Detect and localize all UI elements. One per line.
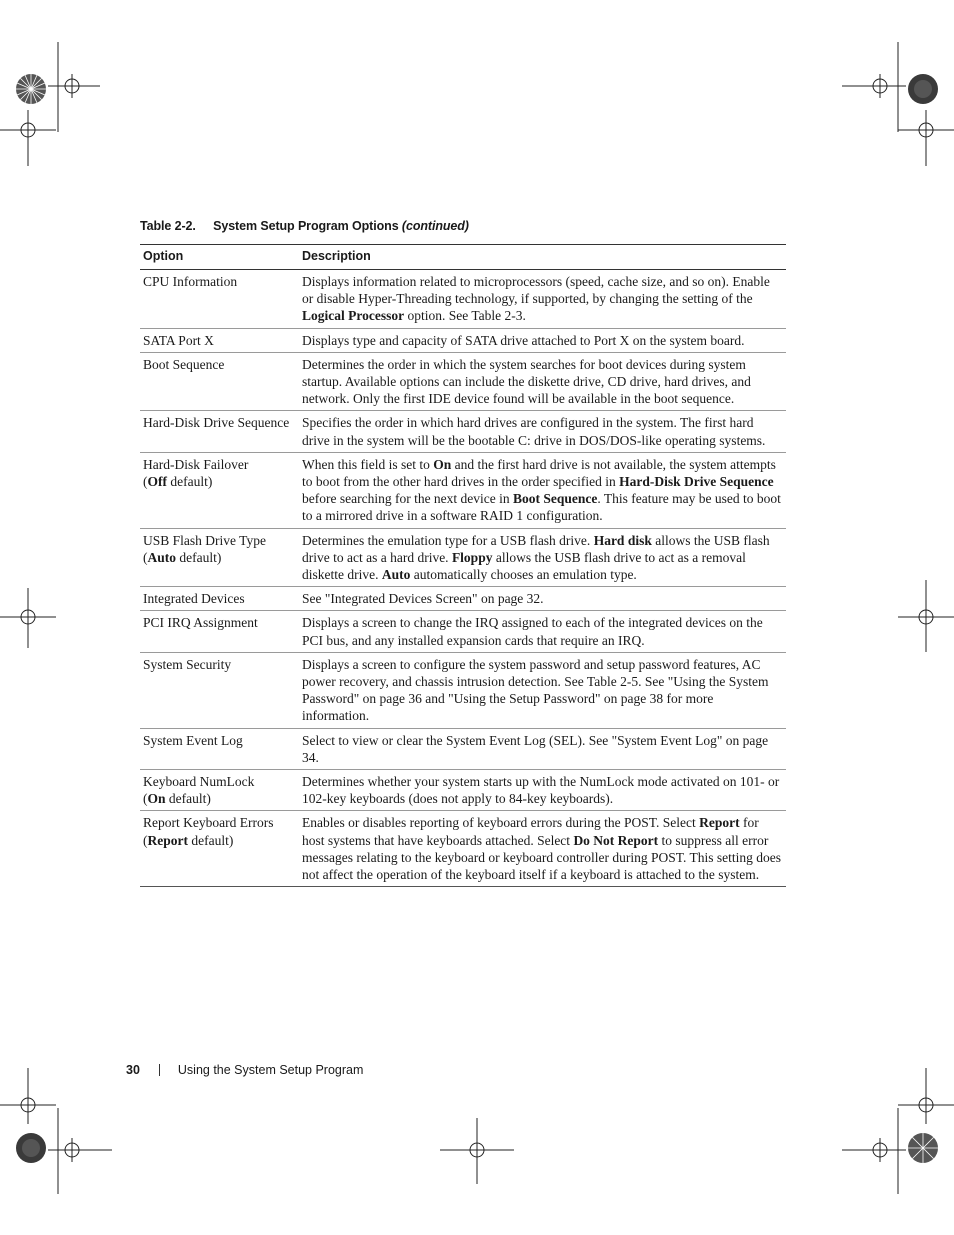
description-text: to suppress all error messages relating to the keyboard or keyboard controller during POST. This setting does not affect the operation of the keyboard itself if a keyboard is attached to the system.: [302, 832, 782, 883]
option-cell: [140, 328, 299, 352]
option-cell: [140, 411, 299, 452]
description-cell: [299, 328, 786, 352]
description-text: for host systems that have keyboards attached. Select: [302, 815, 759, 848]
description-text: Determines whether your system starts up with the NumLock mode activated on 101- or 102-key keyboards (does not apply to 84-key keyboards).: [302, 774, 780, 807]
table-row: [140, 652, 786, 728]
column-header-description: Description: [299, 245, 786, 270]
table-row: [140, 811, 786, 887]
option-name: Integrated Devices: [143, 591, 245, 607]
description-setting-term: Hard-Disk Drive Sequence: [619, 474, 774, 490]
description-text: Displays a screen to change the IRQ assigned to each of the integrated devices on the PCI bus, and any installed expansion cards that require an IRQ.: [302, 615, 763, 648]
option-default-suffix: default): [167, 474, 213, 490]
option-default-value: Auto: [147, 549, 177, 565]
description-cell: [299, 611, 786, 652]
table-row: [140, 728, 786, 769]
table-header-row: [140, 245, 786, 270]
description-text: Determines the emulation type for a USB flash drive.: [302, 532, 594, 548]
description-cell: [299, 452, 786, 528]
description-text: before searching for the next device in: [302, 491, 514, 507]
description-cell: [299, 728, 786, 769]
option-cell: [140, 811, 299, 887]
table-row: [140, 528, 786, 587]
option-cell: [140, 452, 299, 528]
table-row: [140, 352, 786, 411]
description-setting-term: Do Not Report: [573, 832, 659, 848]
description-setting-term: Auto: [381, 567, 411, 583]
registration-target-bottom-left: [14, 1131, 48, 1165]
option-default-suffix: default): [188, 832, 234, 848]
system-setup-options-table: [140, 244, 786, 887]
option-name: CPU Information: [143, 274, 238, 289]
description-setting-term: Floppy: [451, 549, 493, 565]
description-cell: [299, 528, 786, 587]
option-default-suffix: default): [165, 791, 211, 807]
crosshair-mark: [898, 110, 954, 166]
table-row: [140, 770, 786, 811]
options-table-section: [140, 219, 786, 887]
option-default-value: Report: [147, 832, 188, 848]
option-cell: [140, 587, 299, 611]
table-row: [140, 452, 786, 528]
description-cell: [299, 811, 786, 887]
table-row: [140, 587, 786, 611]
option-name: USB Flash Drive Type: [143, 532, 266, 548]
table-caption-continued: (continued): [401, 219, 469, 233]
description-text: . This feature may be used to boot to a mirrored drive in a software RAID 1 configuration.: [302, 491, 781, 524]
description-setting-term: Hard disk: [593, 532, 652, 548]
option-default-value: Off: [147, 474, 167, 490]
description-setting-term: Report: [699, 815, 740, 831]
crosshair-mark: [898, 1068, 954, 1124]
description-setting-term: On: [433, 456, 452, 472]
description-text: and the first hard drive is not available, the system attempts to boot from the other hard drives in the order specified in: [302, 456, 776, 490]
crosshair-mark: [842, 42, 906, 132]
option-name: Keyboard NumLock: [143, 774, 255, 790]
footer-section-title: Using the System Setup Program: [177, 1063, 364, 1077]
table-row: [140, 270, 786, 329]
option-default: (On default): [143, 791, 211, 807]
description-text: Displays information related to microprocessors (speed, cache size, and so on). Enable or disable Hyper-Threading technology, if supported, by changing the setting of the: [302, 274, 770, 307]
option-default: (Report default): [143, 832, 234, 848]
column-header-option: Option: [140, 245, 299, 270]
description-text: option. See Table 2-3.: [404, 308, 526, 324]
description-text: automatically chooses an emulation type.: [410, 567, 637, 583]
crosshair-mark: [48, 1108, 112, 1194]
option-cell: [140, 270, 299, 329]
description-text: Displays type and capacity of SATA drive attached to Port X on the system board.: [302, 332, 745, 348]
option-name: SATA Port X: [143, 332, 214, 348]
description-text: See "Integrated Devices Screen" on page 32.: [302, 591, 544, 607]
description-cell: [299, 270, 786, 329]
option-name: PCI IRQ Assignment: [143, 615, 258, 631]
option-name: System Security: [143, 656, 232, 672]
option-cell: [140, 528, 299, 587]
option-name: System Event Log: [143, 732, 243, 748]
option-cell: [140, 770, 299, 811]
footer-divider: [159, 1064, 160, 1076]
description-cell: [299, 770, 786, 811]
crosshair-mark: [842, 1108, 906, 1194]
option-cell: [140, 352, 299, 411]
crosshair-mark: [0, 110, 56, 166]
description-setting-term: Boot Sequence: [513, 491, 598, 507]
option-name: Report Keyboard Errors: [143, 815, 274, 831]
option-default-value: On: [147, 791, 166, 807]
description-text: When this field is set to: [302, 456, 434, 472]
description-setting-term: Logical Processor: [302, 308, 405, 324]
registration-target-bottom-right: [906, 1131, 940, 1165]
registration-target-top-right: [906, 72, 940, 106]
option-name: Hard-Disk Failover: [143, 456, 249, 472]
page-number: 30: [126, 1063, 140, 1077]
option-name: Boot Sequence: [143, 356, 225, 372]
crosshair-mark: [440, 1118, 514, 1184]
description-text: allows the USB flash drive to act as a hard drive.: [302, 532, 770, 565]
description-text: Select to view or clear the System Event Log (SEL). See "System Event Log" on page 34.: [302, 732, 769, 765]
description-cell: [299, 411, 786, 452]
option-default: (Off default): [143, 474, 213, 490]
description-cell: [299, 352, 786, 411]
table-caption-title: System Setup Program Options: [213, 219, 399, 233]
crosshair-mark: [898, 580, 954, 652]
description-text: Enables or disables reporting of keyboard errors during the POST. Select: [302, 815, 700, 831]
table-caption-label: Table 2-2.: [140, 219, 196, 233]
description-cell: [299, 652, 786, 728]
crosshair-mark: [0, 588, 56, 648]
description-text: allows the USB flash drive to act as a removal diskette drive.: [302, 549, 746, 583]
table-caption: [140, 219, 786, 233]
table-row: [140, 611, 786, 652]
option-cell: [140, 728, 299, 769]
option-cell: [140, 652, 299, 728]
option-default-suffix: default): [176, 549, 222, 565]
description-text: Displays a screen to configure the system password and setup password features, AC power recovery, and chassis intrusion detection. See Table 2-5. See "Using the System Password" on page 36 and "Using the Setup Password" on page 38 for more information.: [302, 656, 769, 724]
description-text: Specifies the order in which hard drives are configured in the system. The first hard drive in the system will be the bootable C: drive in DOS/DOS-like operating systems.: [302, 415, 766, 448]
description-cell: [299, 587, 786, 611]
table-row: [140, 328, 786, 352]
option-name: Hard-Disk Drive Sequence: [143, 415, 290, 431]
option-default: (Auto default): [143, 549, 222, 565]
option-cell: [140, 611, 299, 652]
page-footer: [126, 1063, 363, 1077]
registration-target-top-left: [14, 72, 48, 106]
description-text: Determines the order in which the system searches for boot devices during system startup. Available options can include the diskette drive, CD drive, hard drives, and network. Only the first IDE device found will be available in the boot sequence.: [302, 356, 751, 407]
table-row: [140, 411, 786, 452]
